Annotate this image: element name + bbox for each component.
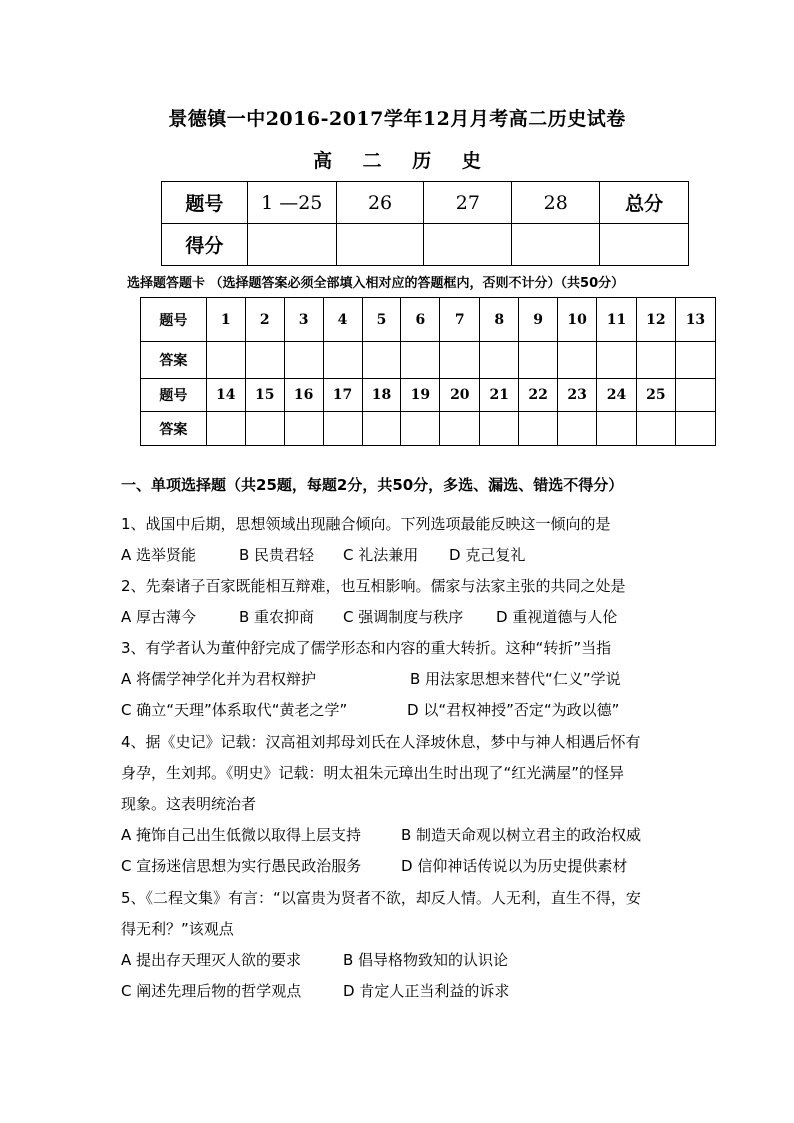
question-number-cell: 16 (284, 379, 323, 412)
question-number-cell: 23 (558, 379, 597, 412)
option-d[interactable]: D 重视道德与人伦 (496, 608, 618, 626)
answer-cell[interactable] (597, 342, 637, 379)
answer-cell[interactable] (323, 412, 362, 446)
answer-cell[interactable] (284, 342, 323, 379)
question-5 (121, 883, 701, 1007)
options-row (121, 540, 701, 571)
question-number-cell: 18 (362, 379, 401, 412)
score-header-cell: 1 —25 (247, 182, 336, 224)
answer-cell[interactable] (362, 342, 401, 379)
question-number-cell: 17 (323, 379, 362, 412)
answer-cell[interactable] (480, 412, 519, 446)
answer-cell[interactable] (245, 412, 284, 446)
option-c[interactable]: C 礼法兼用 (343, 546, 419, 564)
answer-grid (140, 297, 716, 446)
answer-cell[interactable] (675, 412, 715, 446)
question-number-cell: 12 (636, 298, 675, 342)
score-input-cell[interactable] (600, 224, 689, 266)
answer-grid-answer-label: 答案 (141, 412, 207, 446)
answer-cell[interactable] (362, 412, 401, 446)
answer-cell[interactable] (480, 342, 519, 379)
question-number-cell: 21 (480, 379, 519, 412)
option-a[interactable]: A 掩饰自己出生低微以取得上层支持 (121, 826, 362, 844)
section-heading: 一、单项选择题（共25题，每题2分，共50分，多选、漏选、错选不得分） (121, 476, 624, 494)
answer-cell[interactable] (675, 342, 715, 379)
score-input-cell[interactable] (424, 224, 512, 266)
answer-grid-answer-row (141, 412, 716, 446)
question-number-cell: 13 (675, 298, 715, 342)
question-2 (121, 571, 701, 633)
option-d[interactable]: D 以“君权神授”否定“为政以德” (407, 701, 620, 719)
question-number-cell: 5 (362, 298, 401, 342)
question-4 (121, 727, 701, 882)
answer-cell[interactable] (440, 412, 480, 446)
question-number-cell: 25 (636, 379, 675, 412)
answer-grid-number-row (141, 298, 716, 342)
answer-cell[interactable] (636, 342, 675, 379)
answer-card-note: 选择题答题卡 （选择题答案必须全部填入相对应的答题框内，否则不计分）（共50分） (127, 276, 625, 291)
answer-grid-number-row (141, 379, 716, 412)
score-input-cell[interactable] (512, 224, 600, 266)
answer-cell[interactable] (401, 342, 440, 379)
option-a[interactable]: A 将儒学神学化并为君权辩护 (121, 670, 317, 688)
option-b[interactable]: B 倡导格物致知的认识论 (343, 951, 509, 969)
option-a[interactable]: A 选举贤能 (121, 546, 197, 564)
option-b[interactable]: B 民贵君轻 (239, 546, 315, 564)
option-c[interactable]: C 宣扬迷信思想为实行愚民政治服务 (121, 857, 362, 875)
question-number-cell: 9 (519, 298, 558, 342)
question-number-cell: 10 (558, 298, 597, 342)
question-number-cell (675, 379, 715, 412)
question-number-cell: 3 (284, 298, 323, 342)
option-b[interactable]: B 用法家思想来替代“仁义”学说 (410, 670, 621, 688)
question-stem: 得无利？”该观点 (121, 920, 234, 938)
score-label-cell: 得分 (162, 224, 248, 266)
question-stem: 4、据《史记》记载：汉高祖刘邦母刘氏在人泽坡休息，梦中与神人相遇后怀有 (121, 733, 641, 751)
score-table (161, 181, 689, 266)
question-stem: 3、有学者认为董仲舒完成了儒学形态和内容的重大转折。这种“转折”当指 (121, 639, 612, 657)
answer-cell[interactable] (284, 412, 323, 446)
answer-cell[interactable] (519, 412, 558, 446)
answer-cell[interactable] (323, 342, 362, 379)
option-c[interactable]: C 强调制度与秩序 (343, 608, 464, 626)
score-table-row (162, 224, 689, 266)
score-header-cell: 总分 (600, 182, 689, 224)
options-row (121, 976, 701, 1007)
page-subtitle: 高 二 历 史 (313, 150, 493, 172)
answer-grid-number-label: 题号 (141, 379, 207, 412)
answer-grid-number-label: 题号 (141, 298, 207, 342)
question-number-cell: 7 (440, 298, 480, 342)
answer-cell[interactable] (206, 342, 245, 379)
score-header-cell: 题号 (162, 182, 248, 224)
question-number-cell: 4 (323, 298, 362, 342)
score-header-cell: 27 (424, 182, 512, 224)
question-3 (121, 633, 701, 726)
question-number-cell: 2 (245, 298, 284, 342)
answer-grid-answer-row (141, 342, 716, 379)
question-stem: 现象。这表明统治者 (121, 795, 257, 813)
answer-cell[interactable] (519, 342, 558, 379)
score-input-cell[interactable] (247, 224, 336, 266)
answer-cell[interactable] (401, 412, 440, 446)
question-number-cell: 14 (206, 379, 245, 412)
option-a[interactable]: A 提出存天理灭人欲的要求 (121, 951, 302, 969)
question-1 (121, 509, 701, 571)
question-number-cell: 15 (245, 379, 284, 412)
option-b[interactable]: B 重农抑商 (239, 608, 315, 626)
answer-cell[interactable] (440, 342, 480, 379)
answer-cell[interactable] (558, 342, 597, 379)
question-stem: 2、先秦诸子百家既能相互辩难，也互相影响。儒家与法家主张的共同之处是 (121, 577, 626, 595)
answer-cell[interactable] (597, 412, 637, 446)
options-row (121, 820, 701, 851)
question-number-cell: 1 (206, 298, 245, 342)
score-table-row (162, 182, 689, 224)
question-number-cell: 22 (519, 379, 558, 412)
question-number-cell: 24 (597, 379, 637, 412)
options-row (121, 695, 701, 726)
answer-cell[interactable] (636, 412, 675, 446)
options-row (121, 664, 701, 695)
score-input-cell[interactable] (336, 224, 424, 266)
score-header-cell: 28 (512, 182, 600, 224)
option-c[interactable]: C 阐述先理后物的哲学观点 (121, 982, 302, 1000)
option-c[interactable]: C 确立“天理”体系取代“黄老之学” (121, 701, 348, 719)
options-row (121, 945, 701, 976)
options-row (121, 851, 701, 882)
question-number-cell: 6 (401, 298, 440, 342)
option-d[interactable]: D 信仰神话传说以为历史提供素材 (401, 857, 628, 875)
question-stem: 5、《二程文集》有言：“以富贵为贤者不欲，却反人情。人无利，直生不得，安 (121, 889, 641, 907)
answer-cell[interactable] (245, 342, 284, 379)
option-b[interactable]: B 制造天命观以树立君主的政治权威 (401, 826, 642, 844)
question-number-cell: 11 (597, 298, 637, 342)
question-number-cell: 20 (440, 379, 480, 412)
answer-cell[interactable] (558, 412, 597, 446)
option-a[interactable]: A 厚古薄今 (121, 608, 197, 626)
score-header-cell: 26 (336, 182, 424, 224)
question-number-cell: 8 (480, 298, 519, 342)
question-number-cell: 19 (401, 379, 440, 412)
question-stem: 身孕，生刘邦。《明史》记载：明太祖朱元璋出生时出现了“红光满屋”的怪异 (121, 764, 625, 782)
question-stem: 1、战国中后期，思想领域出现融合倾向。下列选项最能反映这一倾向的是 (121, 515, 611, 533)
page-title: 景德镇一中2016-2017学年12月月考高二历史试卷 (168, 108, 626, 130)
answer-cell[interactable] (206, 412, 245, 446)
option-d[interactable]: D 克己复礼 (449, 546, 526, 564)
answer-grid-answer-label: 答案 (141, 342, 207, 379)
options-row (121, 602, 701, 633)
option-d[interactable]: D 肯定人正当利益的诉求 (343, 982, 510, 1000)
